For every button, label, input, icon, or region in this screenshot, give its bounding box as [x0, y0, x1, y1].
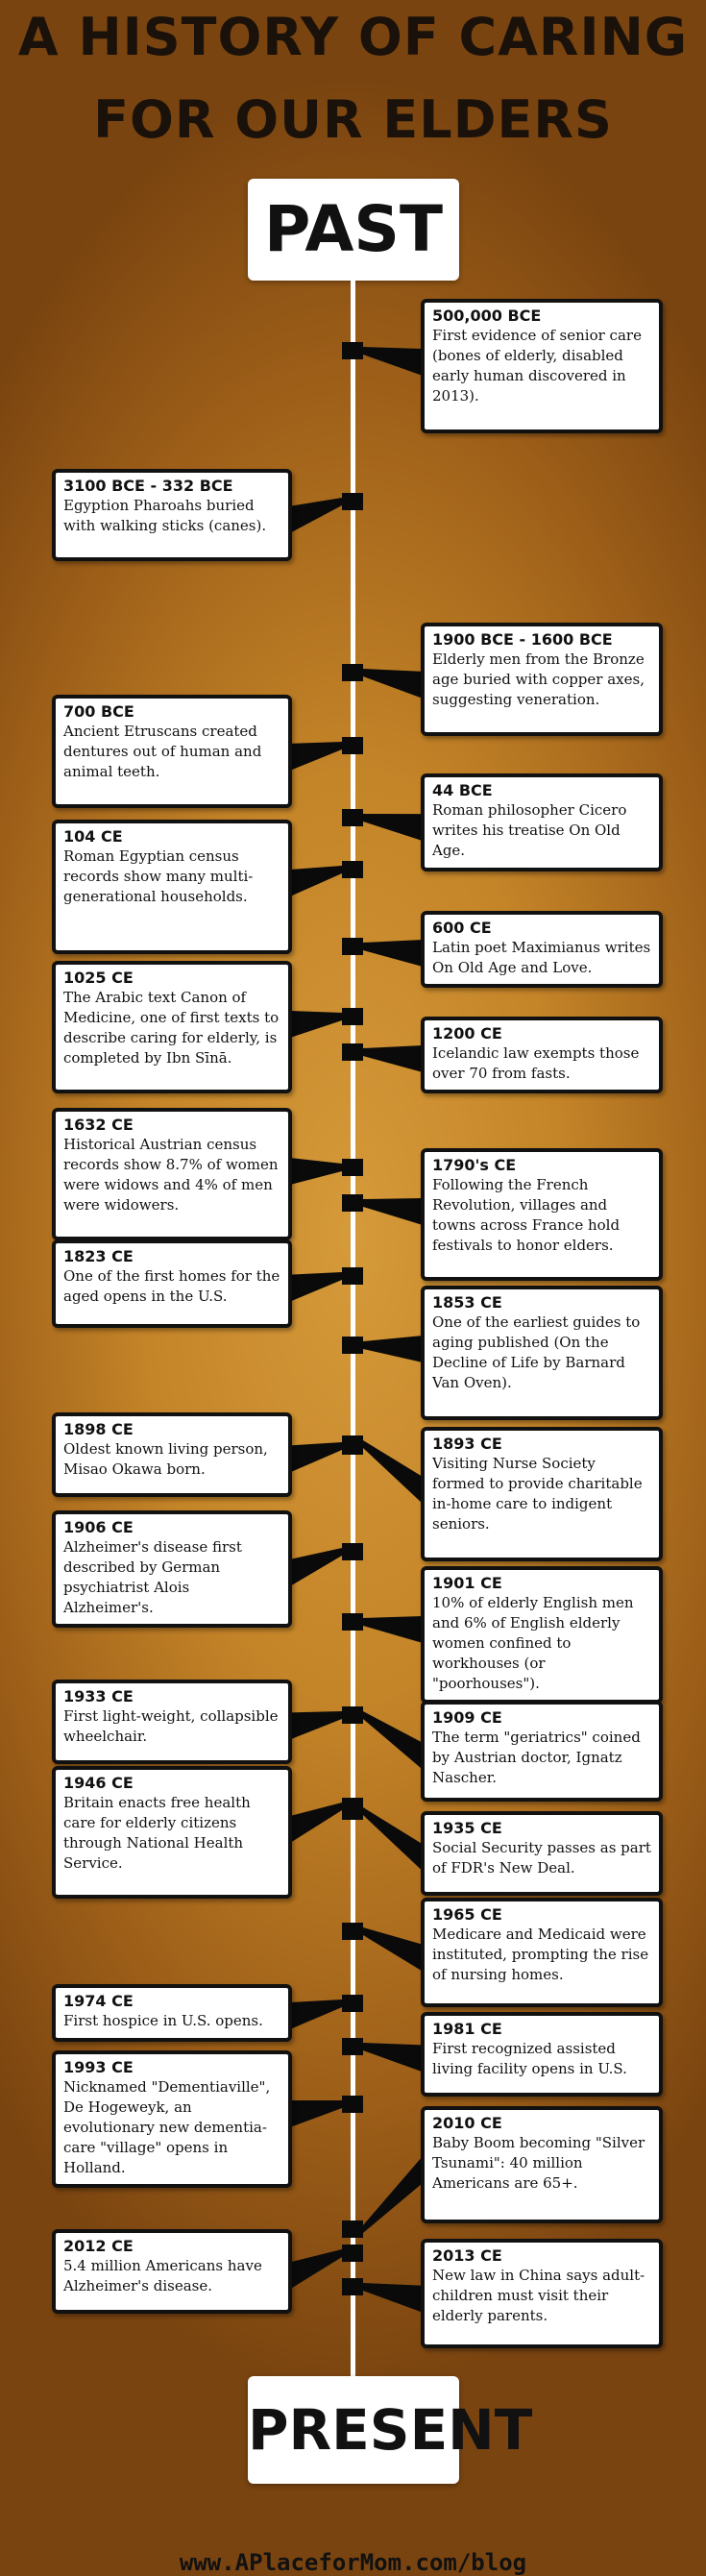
- event-date: 1823 CE: [63, 1247, 134, 1265]
- event-date: 1898 CE: [63, 1420, 134, 1438]
- event-connector: [363, 1336, 423, 1362]
- event-date: 500,000 BCE: [432, 307, 542, 325]
- event-connector: [363, 1616, 423, 1643]
- timeline-node: [342, 1435, 363, 1453]
- timeline-spine: [351, 281, 355, 2380]
- event-card: [421, 1148, 663, 1281]
- event-connector: [363, 347, 423, 376]
- event-connector: [290, 1999, 342, 2029]
- event-description: Roman philosopher Cicero writes his treatise On Old Age.: [432, 801, 627, 859]
- event-connector: [363, 940, 423, 967]
- event-date: 1893 CE: [432, 1435, 502, 1453]
- event-connector: [290, 2249, 342, 2289]
- title-line-1: A HISTORY OF CARING: [17, 7, 689, 67]
- event-connector: [290, 866, 342, 896]
- event-connector: [363, 2156, 423, 2233]
- event-description: Following the French Revolution, villages and towns across France hold festivals to honor elders.: [432, 1176, 621, 1254]
- event-description: Egyption Pharoahs buried with walking sticks (canes).: [63, 497, 267, 534]
- event-date: 1900 BCE - 1600 BCE: [432, 630, 613, 649]
- event-connector: [290, 498, 342, 533]
- event-connector: [363, 814, 423, 841]
- event-description: Nicknamed "Dementiaville", De Hogeweyk, an evolutionary new dementia-care "village" opens in Holland.: [63, 2078, 271, 2176]
- event-connector: [363, 1045, 423, 1072]
- timeline-node: [342, 809, 363, 826]
- event-description: 5.4 million Americans have Alzheimer's disease.: [63, 2257, 262, 2294]
- past-label: PAST: [248, 179, 459, 281]
- event-date: 1853 CE: [432, 1293, 502, 1312]
- event-connector: [363, 2043, 423, 2072]
- present-label: PRESENT: [248, 2376, 459, 2484]
- event-connector: [290, 1158, 342, 1185]
- event-description: Baby Boom becoming "Silver Tsunami": 40 million Americans are 65+.: [432, 2134, 645, 2192]
- event-description: Latin poet Maximianus writes On Old Age and Love.: [432, 939, 651, 976]
- timeline-node: [342, 2245, 363, 2262]
- timeline-node: [342, 2096, 363, 2113]
- event-date: 600 CE: [432, 919, 492, 937]
- timeline-node: [342, 938, 363, 955]
- timeline-node: [342, 342, 363, 359]
- event-card: [52, 1680, 292, 1764]
- timeline-node: [342, 1267, 363, 1285]
- timeline-node: [342, 2278, 363, 2295]
- event-connector: [290, 742, 342, 771]
- event-card: [421, 1566, 663, 1704]
- event-card: [421, 299, 663, 433]
- event-connector: [363, 2283, 423, 2313]
- event-date: 2010 CE: [432, 2114, 502, 2132]
- event-description: Historical Austrian census records show 8.7% of women were widows and 4% of men were widowers.: [63, 1136, 279, 1214]
- event-card: [421, 2012, 663, 2097]
- event-date: 1946 CE: [63, 1774, 134, 1792]
- timeline-node: [342, 493, 363, 510]
- event-card: [421, 2106, 663, 2223]
- event-date: 1025 CE: [63, 969, 134, 987]
- event-description: First light-weight, collapsible wheelchair.: [63, 1707, 279, 1745]
- timeline-node: [342, 1008, 363, 1025]
- timeline-node: [342, 1337, 363, 1354]
- title-line-2: FOR OUR ELDERS: [93, 89, 613, 150]
- event-description: Medicare and Medicaid were instituted, prompting the rise of nursing homes.: [432, 1926, 649, 1983]
- event-connector: [363, 1807, 423, 1871]
- event-date: 2013 CE: [432, 2246, 502, 2265]
- event-date: 1790's CE: [432, 1156, 517, 1174]
- event-description: Visiting Nurse Society formed to provide charitable in-home care to indigent seniors.: [432, 1455, 643, 1533]
- event-card: [52, 961, 292, 1093]
- event-connector: [363, 669, 423, 699]
- event-date: 1933 CE: [63, 1687, 134, 1705]
- timeline-node: [342, 664, 363, 681]
- event-date: 1981 CE: [432, 2020, 502, 2038]
- event-card: [52, 1766, 292, 1899]
- event-card: [421, 773, 663, 871]
- event-card: [52, 1510, 292, 1628]
- event-connector: [290, 1011, 342, 1038]
- event-description: One of the first homes for the aged opens in the U.S.: [63, 1267, 280, 1305]
- timeline-node: [342, 1194, 363, 1212]
- event-card: [52, 695, 292, 808]
- event-connector: [290, 1548, 342, 1586]
- timeline-node: [342, 2220, 363, 2238]
- event-date: 1200 CE: [432, 1024, 502, 1043]
- event-date: 1906 CE: [63, 1518, 134, 1536]
- timeline-node: [342, 1043, 363, 1061]
- event-description: One of the earliest guides to aging published (On the Decline of Life by Barnard Van Oven).: [432, 1313, 641, 1391]
- event-description: The Arabic text Canon of Medicine, one of first texts to describe caring for elderly, is completed by Ibn Sīnā.: [63, 989, 280, 1067]
- timeline-node: [342, 2038, 363, 2055]
- event-date: 1632 CE: [63, 1116, 134, 1134]
- event-card: [421, 2239, 663, 2348]
- event-card: [421, 1286, 663, 1420]
- event-card: [421, 1427, 663, 1561]
- event-connector: [290, 1711, 342, 1739]
- timeline-node: [342, 1923, 363, 1940]
- event-card: [52, 820, 292, 954]
- event-card: [421, 911, 663, 988]
- event-description: Alzheimer's disease first described by German psychiatrist Alois Alzheimer's.: [63, 1538, 242, 1616]
- event-description: 10% of elderly English men and 6% of English elderly women confined to workhouses (or "poorhouses").: [432, 1594, 634, 1692]
- footer-url: www.APlaceforMom.com/blog: [179, 2549, 527, 2576]
- event-connector: [290, 2100, 342, 2127]
- timeline-node: [342, 1613, 363, 1631]
- timeline-node: [342, 861, 363, 878]
- event-card: [52, 1239, 292, 1328]
- event-date: 1993 CE: [63, 2058, 134, 2076]
- timeline-node: [342, 1159, 363, 1176]
- event-description: Britain enacts free health care for elderly citizens through National Health Service.: [63, 1794, 251, 1872]
- event-card: [52, 1108, 292, 1240]
- event-description: New law in China says adult-children must visit their elderly parents.: [432, 2267, 645, 2324]
- event-connector: [363, 1198, 423, 1225]
- timeline-node: [342, 1543, 363, 1560]
- event-card: [421, 1701, 663, 1802]
- event-connector: [363, 1711, 423, 1770]
- event-description: Oldest known living person, Misao Okawa born.: [63, 1440, 268, 1478]
- event-connector: [290, 1272, 342, 1302]
- timeline-node: [342, 737, 363, 754]
- event-date: 1974 CE: [63, 1992, 134, 2010]
- event-description: First hospice in U.S. opens.: [63, 2012, 263, 2029]
- event-card: [421, 623, 663, 736]
- event-connector: [363, 1440, 423, 1504]
- event-date: 1965 CE: [432, 1905, 502, 1924]
- event-date: 1909 CE: [432, 1708, 502, 1727]
- event-description: Ancient Etruscans created dentures out of human and animal teeth.: [63, 723, 262, 780]
- event-date: 1935 CE: [432, 1819, 502, 1837]
- event-connector: [363, 1927, 423, 1972]
- event-card: [52, 469, 292, 561]
- event-date: 1901 CE: [432, 1574, 502, 1592]
- event-description: Social Security passes as part of FDR's New Deal.: [432, 1839, 651, 1877]
- event-connector: [290, 1803, 342, 1843]
- event-date: 2012 CE: [63, 2237, 134, 2255]
- timeline-node: [342, 1803, 363, 1820]
- event-description: Icelandic law exempts those over 70 from fasts.: [432, 1044, 640, 1082]
- event-card: [52, 2229, 292, 2314]
- event-card: [421, 1898, 663, 2007]
- event-date: 104 CE: [63, 827, 123, 846]
- event-card: [52, 1412, 292, 1497]
- event-date: 44 BCE: [432, 781, 493, 799]
- event-date: 700 BCE: [63, 702, 134, 721]
- event-card: [421, 1017, 663, 1093]
- timeline-node: [342, 1706, 363, 1724]
- event-description: First evidence of senior care (bones of elderly, disabled early human discovered in 2013).: [432, 327, 642, 405]
- event-card: [52, 2050, 292, 2188]
- event-description: First recognized assisted living facility opens in U.S.: [432, 2040, 627, 2077]
- event-connector: [290, 1442, 342, 1472]
- event-description: The term "geriatrics" coined by Austrian doctor, Ignatz Nascher.: [432, 1729, 641, 1786]
- event-card: [52, 1984, 292, 2042]
- timeline-node: [342, 1995, 363, 2012]
- event-card: [421, 1811, 663, 1896]
- event-description: Roman Egyptian census records show many multi-generational households.: [63, 847, 254, 905]
- event-date: 3100 BCE - 332 BCE: [63, 477, 233, 495]
- event-description: Elderly men from the Bronze age buried with copper axes, suggesting veneration.: [432, 650, 645, 708]
